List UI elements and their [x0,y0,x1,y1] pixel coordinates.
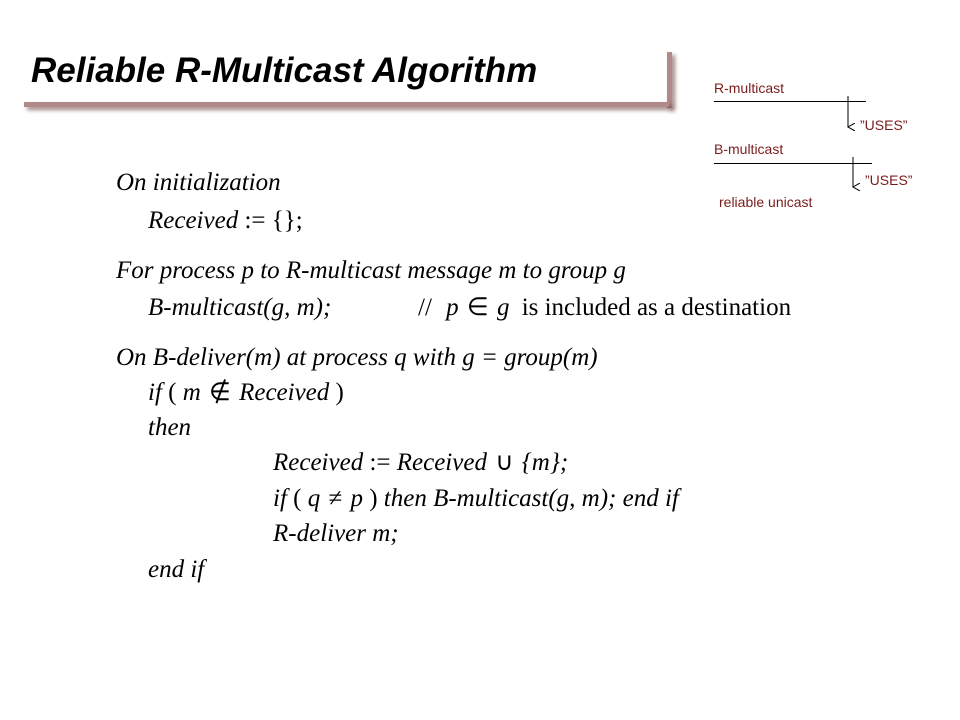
if2-p: p [350,485,363,512]
if-statement [148,378,344,408]
diagram-label-b-multicast: B-multicast [714,141,784,157]
received-set: {m}; [521,449,569,476]
received-assign: := [369,449,391,476]
not-equal-symbol: ≠ [328,485,343,512]
if2-close-paren: ) [369,485,378,512]
if-m: m [182,379,201,406]
received-rhs: Received [396,449,487,476]
init-assign: := {}; [244,207,303,234]
diagram-label-reliable-unicast: reliable unicast [719,194,813,210]
deliver-heading: On B-deliver(m) at process q with g = group(m) [116,344,598,371]
init-heading: On initialization [116,169,281,196]
end-if-statement: end if [148,556,205,583]
not-element-of-symbol: ∉ [209,379,231,406]
page-title: Reliable R-Multicast Algorithm [31,51,538,90]
if-keyword: if [148,379,162,406]
b-multicast-call: B-multicast(g, m); [148,294,332,321]
b-multicast-statement [148,293,331,323]
if2-keyword: if [273,485,287,512]
comment-slashes: // [418,294,432,321]
diagram-label-r-multicast: R-multicast [714,80,785,96]
init-statement [148,206,303,236]
if-close-paren: ) [335,379,344,406]
union-symbol: ∪ [495,449,514,476]
comment-g: g [496,294,510,321]
comment-text: is included as a destination [521,294,792,321]
if-received: Received [239,379,330,406]
diagram-uses-label-1: ”USES” [860,117,908,133]
if-open-paren: ( [168,379,177,406]
received-lhs: Received [273,449,364,476]
comment-p: p [446,294,459,321]
if2-then-clause: then B-multicast(g, m); end if [383,485,679,512]
process-heading: For process p to R-multicast message m to group g [116,257,626,284]
r-deliver-statement: R-deliver m; [273,520,399,547]
received-update [273,448,568,478]
if2-q: q [307,485,321,512]
then-keyword: then [148,414,192,441]
comment-element-of: ∈ [466,294,489,321]
if-q-neq-p-statement [273,484,679,514]
if2-open-paren: ( [293,485,302,512]
diagram-uses-label-2: ”USES” [865,172,913,188]
destination-comment [418,293,791,323]
init-received-var: Received [148,207,239,234]
